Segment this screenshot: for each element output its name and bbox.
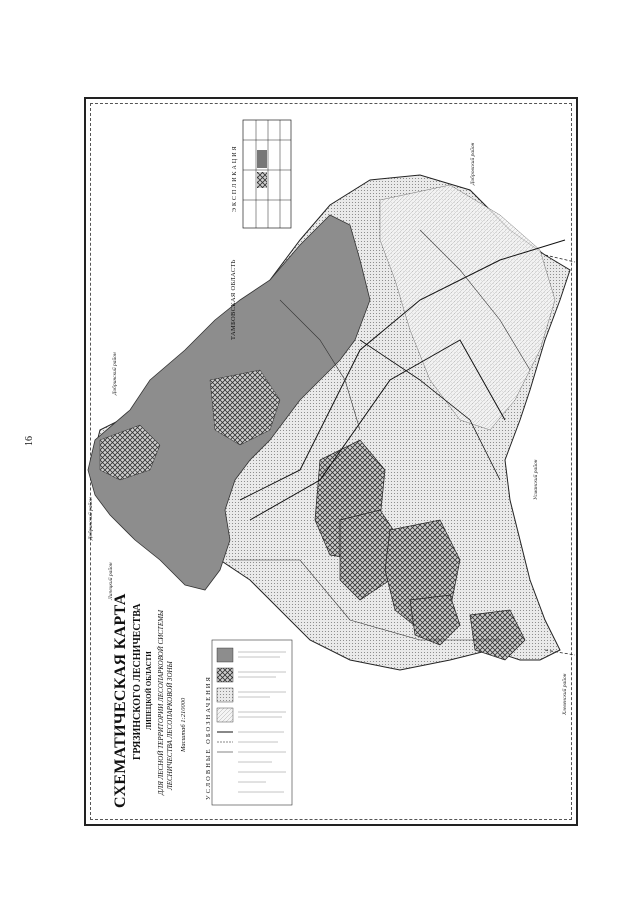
map-oblast: ЛИПЕЦКОЙ ОБЛАСТИ [145, 651, 153, 730]
map-note-line2: ЛЕСНИЧЕСТВА ЛЕСОПАРКОВОЙ ЗОНЫ [166, 661, 174, 790]
map-subtitle: ГРЯЗИНСКОГО ЛЕСНИЧЕСТВА [132, 603, 143, 760]
page-number: 16 [24, 436, 35, 446]
neighbor-dobrinsky-n: Добринский район [88, 497, 94, 540]
legend-box [212, 640, 292, 805]
neighbor-khlevensky: Хлевенский район [562, 673, 568, 715]
explication-table [243, 120, 291, 228]
map-scale: Масштаб 1:210000 [180, 697, 187, 752]
legend-title: УСЛОВНЫЕ ОБОЗНАЧЕНИЯ [205, 675, 212, 800]
map-note-line1: ДЛЯ ЛЕСНОЙ ТЕРРИТОРИИ ЛЕСОПАРКОВОЙ СИСТЕМЫ [157, 609, 165, 795]
map-title: СХЕМАТИЧЕСКАЯ КАРТА [112, 593, 129, 808]
neighbor-lipetsky: Липецкий район [108, 562, 114, 600]
neighbor-dobrovsky: Добровский район [470, 142, 476, 185]
neighbor-usmansky: Усманский район [533, 459, 539, 500]
neighbor-dobrinsky-e: Добринский район [112, 352, 118, 395]
explication-title: ЭКСПЛИКАЦИЯ [232, 144, 238, 212]
neighbor-tambov: ТАМБОВСКАЯ ОБЛАСТЬ [230, 259, 237, 340]
